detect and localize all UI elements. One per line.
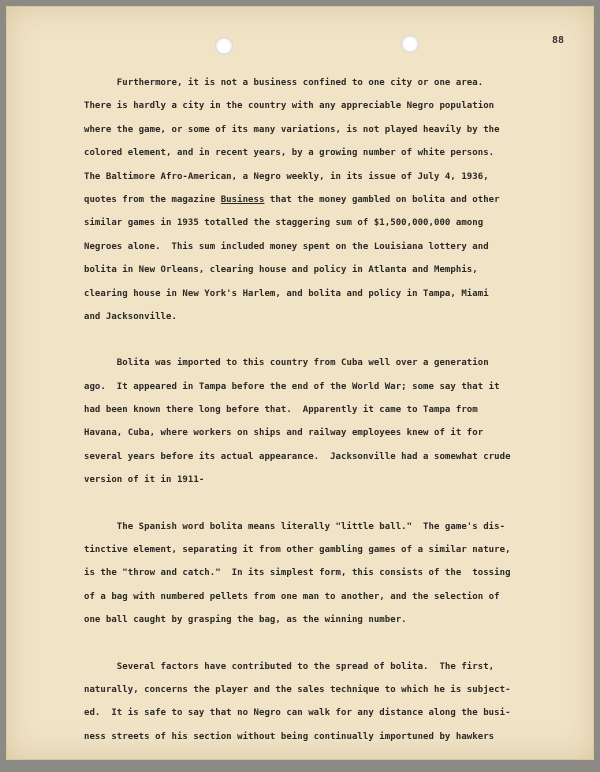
- text-line: tinctive element, separating it from other gambling games of a similar nature,: [84, 545, 511, 556]
- text-line: several years before its actual appearance. Jacksonville had a somewhat crude: [84, 451, 511, 462]
- paragraph: [84, 352, 544, 492]
- text-line: ness streets of his section without being continually importuned by hawkers: [84, 731, 495, 742]
- text-segment: that the money gambled on bolita and other: [264, 194, 500, 205]
- paragraph: [84, 656, 544, 750]
- text-line: clearing house in New York's Harlem, and bolita and policy in Tampa, Miami: [84, 288, 489, 299]
- body-text: [84, 72, 544, 772]
- text-line: and Jacksonville.: [84, 311, 177, 322]
- text-line: Havana, Cuba, where workers on ships and railway employees knew of it for: [84, 428, 484, 439]
- binder-hole-left: [215, 37, 233, 55]
- text-segment: quotes from the magazine: [84, 194, 221, 205]
- text-line: is the "throw and catch." In its simplest form, this consists of the tossing: [84, 568, 511, 579]
- text-line: The Spanish word bolita means literally "little ball." The game's dis-: [84, 521, 506, 532]
- text-line: Bolita was imported to this country from Cuba well over a generation: [84, 358, 489, 369]
- paragraph: [84, 72, 544, 329]
- text-line: of a bag with numbered pellets from one man to another, and the selection of: [84, 591, 500, 602]
- binder-hole-right: [401, 35, 419, 53]
- text-line: The Baltimore Afro-American, a Negro weekly, in its issue of July 4, 1936,: [84, 171, 489, 182]
- text-line: where the game, or some of its many variations, is not played heavily by the: [84, 124, 500, 135]
- text-line: ago. It appeared in Tampa before the end of the World War; some say that it: [84, 381, 500, 392]
- text-line: colored element, and in recent years, by a growing number of white persons.: [84, 148, 495, 159]
- text-line: bolita in New Orleans, clearing house and policy in Atlanta and Memphis,: [84, 265, 478, 276]
- document-page: [6, 6, 594, 760]
- text-line: ed. It is safe to say that no Negro can walk for any distance along the busi-: [84, 708, 511, 719]
- text-line: had been known there long before that. Apparently it came to Tampa from: [84, 405, 478, 416]
- text-line: Negroes alone. This sum included money spent on the Louisiana lottery and: [84, 241, 489, 252]
- text-line: naturally, concerns the player and the sales technique to which he is subject-: [84, 684, 511, 695]
- underlined-title: Business: [220, 194, 265, 205]
- text-line: Furthermore, it is not a business confined to one city or one area.: [84, 78, 484, 88]
- text-line: similar games in 1935 totalled the staggering sum of $1,500,000,000 among: [84, 218, 484, 229]
- text-line: [84, 189, 544, 212]
- text-line: one ball caught by grasping the bag, as the winning number.: [84, 615, 407, 626]
- paragraph: [84, 516, 544, 633]
- page-number: 88: [552, 35, 565, 46]
- text-line: There is hardly a city in the country with any appreciable Negro population: [84, 101, 495, 112]
- text-line: Several factors have contributed to the spread of bolita. The first,: [84, 661, 495, 672]
- text-line: version of it in 1911-: [84, 475, 205, 486]
